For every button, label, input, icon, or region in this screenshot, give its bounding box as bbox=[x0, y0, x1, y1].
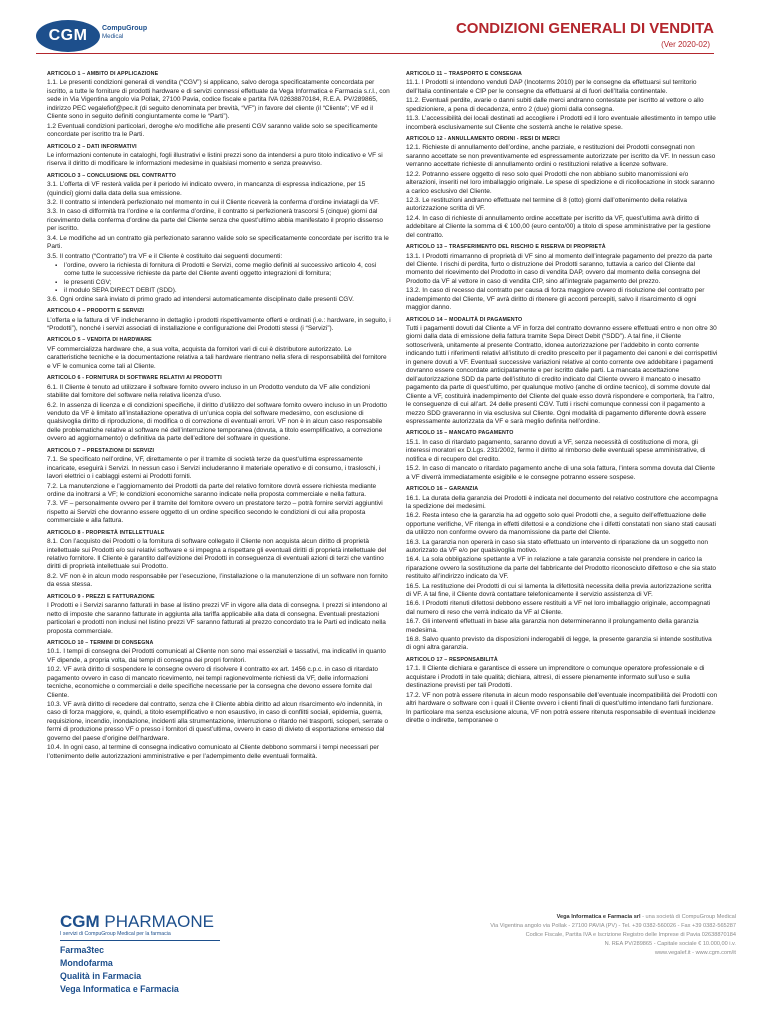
clause-paragraph: 8.2. VF non è in alcun modo responsabile per l’esecuzione, l’installazione o la manutenzione di un software non fornito da essa stessa. bbox=[47, 572, 388, 589]
clause-paragraph: 7.3. VF – personalmente ovvero per il tramite del fornitore ovvero un prestatore terzo – potrà fornire servizi aggiuntivi rispetto ai Servizi che dovranno essere oggetto di un ordine specifico secondo le condizioni di cui alla proposta commerciale e alla fattura. bbox=[47, 500, 383, 525]
article-heading: ARTICOLO 8 - PROPRIETÀ INTELLETTUALE bbox=[47, 529, 165, 536]
clause-paragraph: 15.2. In caso di mancato o ritardato pagamento anche di una sola fattura, l’intera somma dovuta dal Cliente a VF diverrà immediatamente esigibile e le consegne potranno essere sospese. bbox=[406, 465, 715, 481]
list-item: ▪ l’ordine, ovvero la richiesta di fornitura di Prodotti e Servizi, come meglio definiti al successivo articolo 4, così come tutte le successive richieste da parte del Cliente aventi oggetto integrazioni di fornitura; bbox=[55, 262, 391, 279]
pharmaone-logo-block bbox=[60, 912, 260, 996]
footer-product-mondofarma: Mondofarma bbox=[60, 958, 113, 968]
company-info-block bbox=[490, 913, 736, 958]
clause-paragraph: 16.4. La sola obbligazione spettante a VF in relazione a tale garanzia consiste nel prendere in carico la riparazione ovvero la sostituzione da parte del fabbricante del Prodotto riconosciuto difettoso e che sia stato restituito all’indirizzo indicato da VF. bbox=[406, 556, 717, 581]
footer-brand-divider bbox=[60, 940, 220, 941]
clause-paragraph: 12.3. Le restituzioni andranno effettuate nel termine di 8 (otto) giorni dall’ottenimento della relativa autorizzazione scritta di VF. bbox=[406, 196, 687, 213]
header-divider bbox=[36, 53, 714, 54]
article-heading: ARTICOLO 2 – DATI INFORMATIVI bbox=[47, 143, 137, 150]
company-logo bbox=[36, 20, 148, 52]
clause-paragraph: 12.4. In caso di richieste di annullamento ordine accettate per iscritto da VF, quest’ultima avrà diritto di addebitare al Cliente la somma di € 100,00 (euro cento/00) a titolo di spese amministrative per la gestione del contratto. bbox=[406, 214, 711, 239]
article-heading: ARTICOLO 11 – TRASPORTO E CONSEGNA bbox=[406, 71, 522, 77]
clause-paragraph: VF commercializza hardware che, a sua volta, acquista da fornitori vari di cui è distributore autorizzato. Le caratteristiche tecniche e la documentazione relativa a tali hardware rientrano nella sfera di responsabilità del fornitore e VF le comunica come tali al Cliente. bbox=[47, 345, 387, 370]
clause-paragraph: 11.3. L’accessibilità dei locali destinati ad accogliere i Prodotti ed il loro eventuale allestimento in tempo utile incomberà esclusivamente sul Cliente che sosterrà anche le relative spese. bbox=[406, 115, 716, 131]
clause-paragraph: 16.7. Gli interventi effettuati in base alla garanzia non determineranno il prolungamento della garanzia medesima. bbox=[406, 618, 699, 634]
article-heading: ARTICOLO 12 - ANNULLAMENTO ORDINI - RESI DI MERCI bbox=[406, 135, 560, 142]
article-heading: ARTICOLO 3 – CONCLUSIONE DEL CONTRATTO bbox=[47, 172, 177, 179]
logo-mark: CGM bbox=[36, 20, 100, 52]
clause-paragraph: Tutti i pagamenti dovuti dal Cliente a VF in forza del contratto dovranno essere effettuati entro e non oltre 30 giorni dalla data di emissione della fattura tramite Sepa Direct Debit (“SDD”). A tal fine, il Cliente sottoscriverà, unitamente al presente Contratto, idonea autorizzazione per l’addebito in conto corrente indicando tutti i riferimenti relativi all’istituto di credito prescelto per il pagamento dei canoni e dei corrispettivi in genere dovuti a VF. Eventuali successive variazioni relative al conto corrente ove addebitare i pagamenti dovranno essere concordate anticipatamente e per iscritto dalle parti. La mancata accettazione dell’autorizzazione SDD da parte dell’istituto di credito indicato dal Cliente ovvero il mancato o inesatto pagamento da parte di quest’ultimo, per qualunque motivo (anche di ordine tecnico), di somme dovute dal Cliente a VF, costituirà inadempimento del Cliente del quale esso dovrà rispondere e comporterà, fra l’altro, le conseguenze di cui all’art. 24 delle presenti CGV. Tutti i rischi comunque connessi con il pagamento a mezzo SDD graveranno in via esclusiva sul Cliente. Ogni modalità di pagamento differente dovrà essere espressamente autorizzata da VF e sarà meglio definita nell’ordine. bbox=[406, 325, 718, 426]
clause-paragraph: 7.1. Se specificato nell’ordine, VF, direttamente o per il tramite di società terze da quest’ultima espressamente incaricate, eseguirà i Servizi. In nessun caso i Servizi includeranno il materiale operativo e di consumo, i trasloschi, i lavori elettrici o i cablaggi esterni ai Prodotti forniti. bbox=[47, 456, 381, 481]
article-heading: ARTICOLO 5 – VENDITA DI HARDWARE bbox=[47, 337, 152, 344]
clause-paragraph: 3.1. L’offerta di VF resterà valida per il periodo ivi indicato ovvero, in mancanza di espressa indicazione, per 15 (quindici) giorni dalla data della sua emissione. bbox=[47, 181, 366, 197]
footer-product-farma3tec: Farma3tec bbox=[60, 945, 105, 955]
company-name: Vega Informatica e Farmacia srl bbox=[556, 914, 641, 920]
contract-documents-list bbox=[55, 262, 391, 296]
article-heading: ARTICOLO 6 - FORNITURA DI SOFTWARE RELATIVI AI PRODOTTI bbox=[47, 375, 222, 382]
article-heading: ARTICOLO 15 – MANCATO PAGAMENTO bbox=[406, 430, 514, 437]
article-heading: ARTICOLO 7 – PRESTAZIONI DI SERVIZI bbox=[47, 447, 155, 454]
clause-paragraph: 10.4. In ogni caso, al termine di consegna indicativo comunicato al Cliente debbono sommarsi i tempi necessari per l’ottenimento delle autorizzazioni amministrative e per l’adempimento delle eventuali formalità. bbox=[47, 744, 380, 760]
clause-paragraph: 12.2. Potranno essere oggetto di reso solo quei Prodotti che non abbiano subito manomissioni e/o alterazioni, inseriti nel loro imballaggio originale. Le spese di spedizione e di ricollocazione in stock saranno a carico esclusivo del Cliente. bbox=[406, 170, 715, 195]
clause-paragraph: 6.2. In assenza di licenza e di condizioni specifiche, il diritto d’utilizzo del software fornito ovvero incluso in un Prodotto venduto da VF è limitato all’installazione operativa di un’unica copia del software medesimo, con esclusione di qualsivoglia diritto di riproduzione, di modifica o di correzione di eventuali errori. VF non è in alcun caso responsabile delle problematiche relative al software né dell’interruzione temporanea (dovuta, a titolo esemplificativo, a correzione ovvero ad aggiornamento) o definitiva da parte dell’editore del software in questione. bbox=[47, 401, 387, 443]
left-column bbox=[47, 70, 391, 762]
clause-paragraph: 16.1. La durata della garanzia dei Prodotti è indicata nel documento del relativo costruttore che accompagna la spedizione dei medesimi. bbox=[406, 494, 718, 510]
company-rea: N. REA PV/289865 - Capitale sociale € 10.000,00 i.v. bbox=[604, 941, 736, 947]
footer-product-qualita: Qualità in Farmacia bbox=[60, 971, 142, 981]
company-affiliation: - una società di CompuGroup Medical bbox=[640, 914, 736, 920]
clause-paragraph: 3.6. Ogni ordine sarà inviato di primo grado ad intendersi automaticamente disciplinato dalle presenti CGV. bbox=[47, 295, 354, 303]
clause-paragraph: 3.4. Le modifiche ad un contratto già perfezionato saranno valide solo se specificatamente concordate per iscritto tra le Parti. bbox=[47, 234, 389, 251]
company-address: Via Vigentina angolo via Pollak - 27100 PAVIA (PV) - Tel. +39 0382-560026 - Fax +39 0382-565287 bbox=[490, 923, 736, 929]
clause-paragraph: 16.8. Salvo quanto previsto da disposizioni inderogabili di legge, la presente garanzia si intende sostitutiva di ogni altra garanzia. bbox=[406, 636, 712, 652]
clause-paragraph: 11.1. I Prodotti si intendono venduti DAP (Incoterms 2010) per le consegne da effettuarsi sul territorio dell’Italia continentale e CIP per le consegne da effettuarsi al di fuori dell’Italia continentale. bbox=[406, 79, 697, 95]
clause-paragraph: I Prodotti e i Servizi saranno fatturati in base al listino prezzi VF in vigore alla data di consegna. I prezzi si intendono al netto di imposte che saranno fatturate in aggiunta alla tariffa applicabile alla data di consegna. Eventuali prestazioni particolari e prodotti non inclusi nel listino prezzi VF saranno fatturati al prezzo concordato tra le Parti ed indicato nella proposta commerciale. bbox=[47, 602, 387, 635]
article-heading: ARTICOLO 10 – TERMINI DI CONSEGNA bbox=[47, 640, 154, 646]
clause-paragraph: 13.1. I Prodotti rimarranno di proprietà di VF sino al momento dell’integrale pagamento del prezzo da parte del Cliente. I rischi di perdita, furto o distruzione dei Prodotti saranno, tuttavia a carico del Cliente dal momento del ricevimento del Prodotto in caso di vendita DAP, ovvero dal momento della consegna del Prodotto da VF al vettore in caso di vendita CIP, sino all’integrale pagamento del prezzo. bbox=[406, 252, 713, 285]
footer-brand-cgm: CGM bbox=[60, 912, 100, 931]
list-item: ▪ il modulo SEPA DIRECT DEBIT (SDD). bbox=[55, 287, 391, 295]
clause-paragraph: 17.1. Il Cliente dichiara e garantisce di essere un imprenditore o comunque operatore professionale e di acquistare i Prodotti in tale qualità; dichiara, altresì, di essere pienamente informato sull’uso e sulla destinazione previsti per tali Prodotti. bbox=[406, 665, 705, 690]
right-column bbox=[406, 70, 718, 726]
document-version: (Ver 2020-02) bbox=[661, 40, 710, 49]
clause-paragraph: 10.3. VF avrà diritto di recedere dal contratto, senza che il Cliente abbia diritto ad alcun risarcimento e/o indennità, in caso di forza maggiore, e, quindi, a titolo esemplificativo e non esaustivo, in caso di conflitti sociali, epidemia, guerra, requisizione, incendio, inondazione, incidenti alla strumentazione, interruzione o ritardo nei trasporti, scioperi, serrate o fermi di produzione presso VF o presso i fornitori di quest’ultima, ovvero in caso di divieto di esportazione emesso dal governo del paese d’origine dell’hardware. bbox=[47, 700, 389, 742]
clause-paragraph: 16.2. Resta inteso che la garanzia ha ad oggetto solo quei Prodotti che, a seguito dell’effettuazione delle opportune verifiche, VF ritenga in effetti difettosi e a condizione che i difetti constatati non siano stati causati da utilizzo non conforme ovvero da manomissione da parte del Cliente. bbox=[406, 512, 716, 537]
clause-paragraph: 3.3. In caso di difformità tra l’ordine e la conferma d’ordine, il contratto si perfezionerà trascorsi 5 (cinque) giorni dal ricevimento della conferma d’ordine da parte del Cliente senza che quest’ultimo abbia manifestato il proprio dissenso per iscritto. bbox=[47, 208, 384, 233]
article-heading: ARTICOLO 17 – RESPONSABILITÀ bbox=[406, 656, 498, 663]
logo-line-2: Medical bbox=[102, 33, 124, 40]
clause-paragraph: 16.3. La garanzia non opererà in caso sia stato effettuato un intervento di riparazione da un soggetto non autorizzato da VF e/o per qualsivoglia motivo. bbox=[406, 538, 708, 555]
company-websites: www.vegalef.it - www.cgm.com/it bbox=[654, 950, 736, 956]
clause-paragraph: 7.2. La manutenzione e l’aggiornamento dei Prodotti da parte del relativo fornitore dovrà essere richiesta mediante ordine da inoltrarsi a VF; le condizioni economiche saranno indicate nella proposta commerciale e nella fattura. bbox=[47, 482, 377, 498]
clause-paragraph: 3.2. Il contratto si intenderà perfezionato nel momento in cui il Cliente riceverà la conferma d’ordine inviatagli da VF. bbox=[47, 199, 380, 207]
document-title: CONDIZIONI GENERALI DI VENDITA bbox=[455, 20, 714, 37]
article-heading: ARTICOLO 13 – TRASFERIMENTO DEL RISCHIO E RISERVA DI PROPRIETÀ bbox=[406, 244, 606, 251]
clause-paragraph: 1.2 Eventuali condizioni particolari, deroghe e/o modifiche alle presenti CGV saranno valide solo se specificamente concordate per iscritto tra le Parti. bbox=[47, 122, 378, 139]
article-heading: ARTICOLO 14 – MODALITÀ DI PAGAMENTO bbox=[406, 316, 523, 323]
clause-paragraph: 11.2. Eventuali perdite, avarie o danni subiti dalle merci andranno contestate per iscritto al vettore o allo spedizioniere, a pena di decadenza, entro 2 (due) giorni dalla consegna. bbox=[406, 97, 704, 113]
clause-paragraph: 12.1. Richieste di annullamento dell’ordine, anche parziale, e restituzioni dei Prodotti consegnati non saranno accettate se non preventivamente ed espressamente autorizzate per iscritto da VF. In nessun caso verranno accettate richieste di annullamento ordini o restituzioni relative a licenze software. bbox=[406, 144, 716, 169]
list-item: ▪ le presenti CGV; bbox=[55, 279, 391, 287]
clause-paragraph: 17.2. VF non potrà essere ritenuta in alcun modo responsabile dell’eventuale incompatibilità dei Prodotti con altri hardware o software con i quali il Cliente ovvero i clienti finali di quest’ultimo intendano farli funzionare. In particolare ma senza esclusione alcuna, VF non potrà essere ritenuta responsabile di eventuali incidenze dirette o indirette, temporanee o bbox=[406, 691, 718, 724]
article-heading: ARTICOLO 1 – AMBITO DI APPLICAZIONE bbox=[47, 71, 159, 77]
clause-paragraph: 15.1. In caso di ritardato pagamento, saranno dovuti a VF, senza necessità di costituzione di mora, gli interessi moratori ex D.Lgs. 231/2002, fermo il diritto al rimborso delle eventuali spese amministrative, di notifica e di recupero del credito. bbox=[406, 438, 706, 463]
clause-paragraph: 16.5. La restituzione dei Prodotti di cui si lamenta la difettosità necessita della previa autorizzazione scritta di VF. A tal fine, il Cliente dovrà contattare telefonicamente il servizio assistenza di VF. bbox=[406, 582, 712, 599]
article-heading: ARTICOLO 16 – GARANZIA bbox=[406, 486, 479, 493]
clause-paragraph: Le informazioni contenute in cataloghi, fogli illustrativi e listini prezzi sono da intendersi a puro titolo indicativo e VF si riserva il diritto di modificare le informazioni medesime in qualsiasi momento e senza preavviso. bbox=[47, 151, 383, 168]
clause-paragraph: 6.1. Il Cliente è tenuto ad utilizzare il software fornito ovvero incluso in un Prodotto venduto da VF alle condizioni stabilite dal fornitore del software nella relativa licenza d’uso. bbox=[47, 383, 371, 400]
article-heading: ARTICOLO 4 – PRODOTTI E SERVIZI bbox=[47, 308, 144, 315]
clause-paragraph: L’offerta e la fattura di VF indicheranno in dettaglio i prodotti rispettivamente offerti e ordinati (i.e.: hardware, in seguito, i “Prodotti”), nonché i servizi associati di installazione e configurazione dei Prodotti stessi (i “Servizi”). bbox=[47, 316, 391, 333]
footer-brand-name: PHARMAONE bbox=[104, 912, 214, 931]
clause-paragraph: 3.5. Il contratto (“Contratto”) tra VF e il Cliente è costituito dai seguenti documenti: bbox=[47, 252, 283, 260]
article-heading: ARTICOLO 9 - PREZZI E FATTURAZIONE bbox=[47, 593, 155, 600]
footer-product-vega: Vega Informatica e Farmacia bbox=[60, 984, 179, 994]
clause-paragraph: 13.2. In caso di recesso dal contratto per causa di forza maggiore ovvero di risoluzione del contratto per inadempimento del Cliente, VF avrà diritto di ritenere gli acconti percepiti, salvo il risarcimento di ogni maggior danno. bbox=[406, 287, 705, 312]
clause-paragraph: 10.2. VF avrà diritto di sospendere le consegne ovvero di risolvere il contratto ex art. 1456 c.p.c. in caso di ritardato pagamento ovvero in caso di mancato ricevimento, nei tempi ragionevolmente richiesti da VF, delle informazioni tecniche, economiche o commerciali e delle specifiche necessarie per la consegna che devono essere fornite dal Cliente. bbox=[47, 666, 378, 699]
footer-tagline: I servizi di CompuGroup Medical per la farmacia bbox=[60, 931, 171, 937]
clause-paragraph: 1.1. Le presenti condizioni generali di vendita (“CGV”) si applicano, salvo deroga specificatamente concordata per iscritto, a tutte le forniture di prodotti hardware e di servizi connessi effettuate da Vega Informatica e Farmacia s.r.l., con sede in Via Vigentina angolo via Pollak, 27100 Pavia, codice fiscale e partita IVA 02638870184, R.E.A. PV/289865, indirizzo PEC vegalefiof@pec.it (di seguito denominata per brevità, “VF”) in favore del cliente (il “Cliente”; VF ed il Cliente sono in seguito definiti congiuntamente come le “Parti”). bbox=[47, 79, 390, 121]
clause-paragraph: 10.1. I tempi di consegna dei Prodotti comunicati al Cliente non sono mai essenziali e tassativi, ma indicativi in quanto VF dipende, a propria volta, dai tempi di consegna dei propri fornitori. bbox=[47, 648, 386, 664]
logo-line-1: CompuGroup bbox=[102, 25, 148, 32]
company-registration: Codice Fiscale, Partita IVA e Iscrizione Registro delle Imprese di Pavia 02638870184 bbox=[525, 932, 736, 938]
clause-paragraph: 16.6. I Prodotti ritenuti difettosi debbono essere restituiti a VF nel loro imballaggio originale, accompagnati dal numero di reso che verrà indicato da VF al Cliente. bbox=[406, 600, 711, 616]
clause-paragraph: 8.1. Con l’acquisto dei Prodotti o la fornitura di software collegato il Cliente non acquista alcun diritto di proprietà intellettuale sui Prodotti e/o sui relativi software e si impegna a rispettare gli eventuali diritti di proprietà intellettuale del relativo fornitore. Il Cliente è garantito dall’evizione dei Prodotti in conseguenza di eventuali azioni di terzi che vantino diritti di proprietà intellettuale sui Prodotto. bbox=[47, 538, 387, 571]
